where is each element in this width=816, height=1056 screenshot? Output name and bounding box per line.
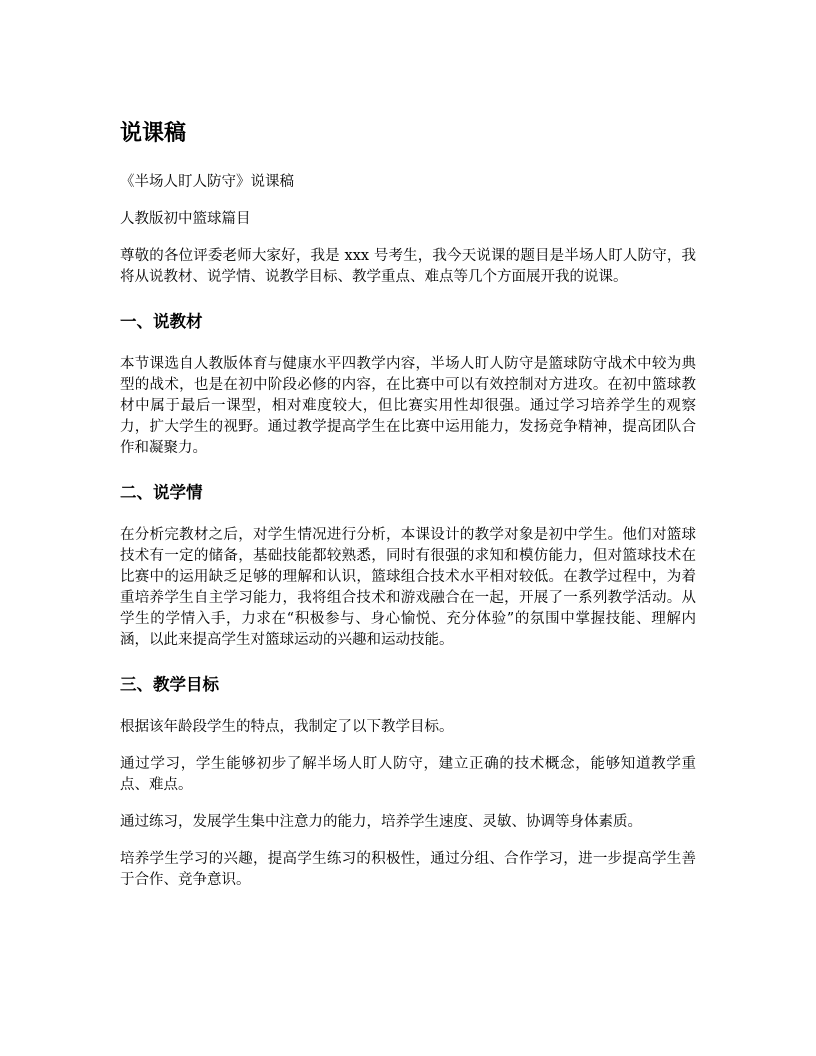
section-paragraph: 在分析完教材之后，对学生情况进行分析，本课设计的教学对象是初中学生。他们对篮球技术有一定的储备，基础技能都较熟悉，同时有很强的求知和模仿能力，但对篮球技术在比赛中的运用缺乏足够的理解和认识，篮球组合技术水平相对较低。在教学过程中，为着重培养学生自主学习能力，我将组合技术和游戏融合在一起，开展了一系列教学活动。从学生的学情入手，力求在“积极参与、身心愉悦、充分体验”的氛围中掌握技能、理解内涵，以此来提高学生对篮球运动的兴趣和运动技能。 bbox=[120, 527, 696, 648]
section-paragraph: 通过学习，学生能够初步了解半场人盯人防守，建立正确的技术概念，能够知道教学重点、难点。 bbox=[120, 756, 696, 793]
document-title: 说课稿 bbox=[120, 121, 187, 146]
document-page bbox=[120, 118, 696, 907]
section-paragraph: 通过练习，发展学生集中注意力的能力，培养学生速度、灵敏、协调等身体素质。 bbox=[120, 814, 642, 830]
section-heading-objectives: 三、教学目标 bbox=[120, 675, 219, 694]
textbook-source: 人教版初中篮球篇目 bbox=[120, 211, 251, 227]
section-paragraph: 培养学生学习的兴趣，提高学生练习的积极性，通过分组、合作学习，进一步提高学生善于合作、竞争意识。 bbox=[120, 851, 696, 888]
intro-paragraph: 尊敬的各位评委老师大家好，我是 xxx 号考生，我今天说课的题目是半场人盯人防守，我将从说教材、说学情、说教学目标、教学重点、难点等几个方面展开我的说课。 bbox=[120, 248, 696, 285]
section-heading-students: 二、说学情 bbox=[120, 483, 203, 502]
section-heading-textbook: 一、说教材 bbox=[120, 312, 203, 331]
section-paragraph: 本节课选自人教版体育与健康水平四教学内容，半场人盯人防守是篮球防守战术中较为典型的战术，也是在初中阶段必修的内容，在比赛中可以有效控制对方进攻。在初中篮球教材中属于最后一课型，相对难度较大，但比赛实用性却很强。通过学习培养学生的观察力，扩大学生的视野。通过教学提高学生在比赛中运用能力，发扬竞争精神，提高团队合作和凝聚力。 bbox=[120, 356, 696, 456]
section-paragraph: 根据该年龄段学生的特点，我制定了以下教学目标。 bbox=[120, 719, 454, 735]
lesson-title: 《半场人盯人防守》说课稿 bbox=[120, 174, 294, 190]
